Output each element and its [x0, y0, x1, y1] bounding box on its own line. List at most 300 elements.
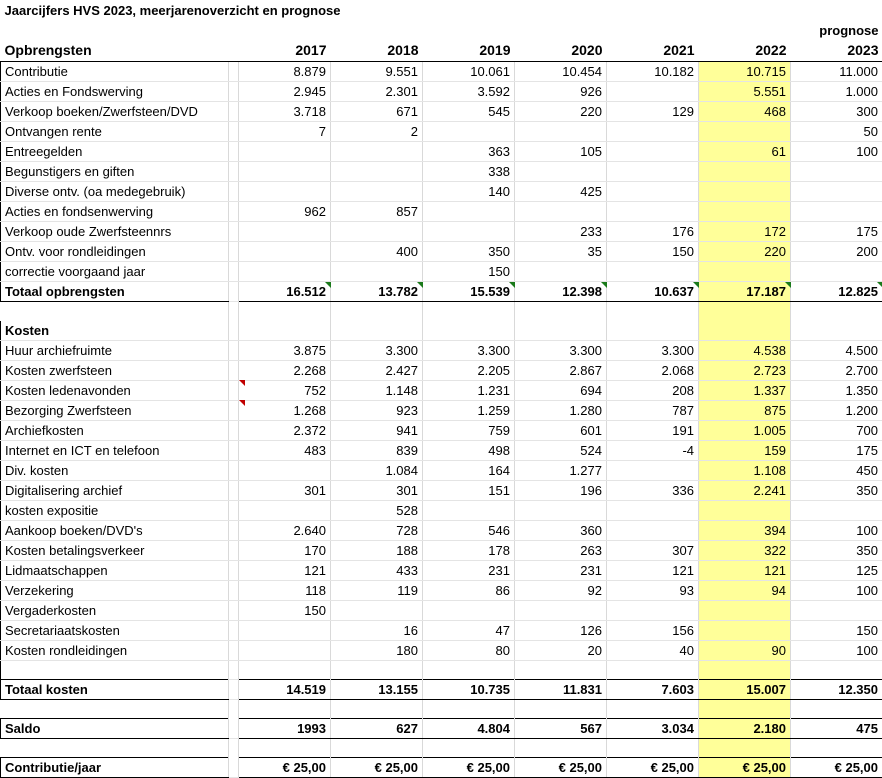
cell-2021[interactable] [607, 202, 699, 222]
cell-2018[interactable] [331, 162, 423, 182]
cell-2017[interactable]: 118 [239, 580, 331, 600]
cell-2020[interactable]: 11.831 [515, 679, 607, 699]
cell-2020[interactable] [515, 162, 607, 182]
cell-2019[interactable]: 80 [423, 640, 515, 660]
cell-2017[interactable] [239, 142, 331, 162]
cell-2021[interactable]: 93 [607, 580, 699, 600]
cell-2023[interactable] [791, 182, 882, 202]
spacer-cell [239, 660, 331, 679]
gap-cell [229, 520, 239, 540]
cell-2018[interactable]: 923 [331, 400, 423, 420]
cell-2019[interactable] [423, 202, 515, 222]
cell-2017[interactable]: 121 [239, 560, 331, 580]
opbrengsten-label[interactable]: Verkoop boeken/Zwerfsteen/DVD [1, 102, 229, 122]
cell-2020[interactable]: 694 [515, 380, 607, 400]
cell-2018[interactable] [331, 142, 423, 162]
cell-2017[interactable] [239, 222, 331, 242]
cell-2020[interactable]: 35 [515, 242, 607, 262]
cell-2023[interactable]: 175 [791, 222, 882, 242]
cell-2023[interactable]: 350 [791, 540, 882, 560]
cell-2023[interactable]: 100 [791, 520, 882, 540]
cell-2020[interactable] [515, 262, 607, 282]
cell-2022[interactable]: 394 [699, 520, 791, 540]
cell-2023[interactable]: 100 [791, 580, 882, 600]
gap-cell [229, 360, 239, 380]
cell-2017[interactable]: 150 [239, 600, 331, 620]
formula-marker-icon [693, 282, 699, 288]
kosten-label[interactable]: Vergaderkosten [1, 600, 229, 620]
cell-2017[interactable]: 2.640 [239, 520, 331, 540]
empty-cell [699, 302, 791, 321]
cell-2017[interactable]: 8.879 [239, 62, 331, 82]
cell-2020[interactable]: 20 [515, 640, 607, 660]
opbrengsten-row [1, 162, 882, 182]
section-cell [791, 321, 882, 341]
cell-2018[interactable]: 13.155 [331, 679, 423, 699]
cell-2021[interactable]: 40 [607, 640, 699, 660]
cell-2019[interactable]: 151 [423, 480, 515, 500]
cell-2018[interactable]: 16 [331, 620, 423, 640]
cell-2017[interactable]: 301 [239, 480, 331, 500]
column-header-2019[interactable]: 2019 [423, 39, 515, 62]
cell-2023[interactable]: 700 [791, 420, 882, 440]
opbrengsten-label[interactable]: Ontvangen rente [1, 122, 229, 142]
cell-2019[interactable]: 2.205 [423, 360, 515, 380]
cell-2022[interactable] [699, 202, 791, 222]
cell-2020[interactable]: 1.280 [515, 400, 607, 420]
cell-2018[interactable]: 119 [331, 580, 423, 600]
cell-2020[interactable]: 3.300 [515, 340, 607, 360]
cell-2019[interactable] [423, 122, 515, 142]
cell-2020[interactable] [515, 600, 607, 620]
column-header-2017[interactable]: 2017 [239, 39, 331, 62]
cell-2021[interactable] [607, 262, 699, 282]
cell-2023[interactable]: 100 [791, 142, 882, 162]
cell-2020[interactable]: 220 [515, 102, 607, 122]
cell-2018[interactable]: 400 [331, 242, 423, 262]
gap-cell [229, 162, 239, 182]
cell-2018[interactable]: 2 [331, 122, 423, 142]
gap-cell [229, 679, 239, 699]
cell-2022[interactable]: 5.551 [699, 82, 791, 102]
cell-2018[interactable]: 839 [331, 440, 423, 460]
cell-2020[interactable] [515, 202, 607, 222]
cell-2018[interactable]: € 25,00 [331, 757, 423, 777]
cell-2021[interactable]: 121 [607, 560, 699, 580]
cell-2017[interactable]: 170 [239, 540, 331, 560]
cell-2023[interactable]: 450 [791, 460, 882, 480]
cell-2020[interactable]: 196 [515, 480, 607, 500]
cell-2018[interactable] [331, 600, 423, 620]
kosten-label[interactable]: Div. kosten [1, 460, 229, 480]
cell-2018[interactable]: 1.148 [331, 380, 423, 400]
cell-2022[interactable]: € 25,00 [699, 757, 791, 777]
cell-2023[interactable] [791, 202, 882, 222]
empty-cell [515, 699, 607, 718]
cell-2019[interactable]: 3.592 [423, 82, 515, 102]
section-cell [331, 321, 423, 341]
cell-2019[interactable]: 4.804 [423, 718, 515, 738]
empty-cell [423, 738, 515, 757]
cell-2021[interactable] [607, 142, 699, 162]
cell-2021[interactable]: 129 [607, 102, 699, 122]
cell-2017[interactable]: 2.945 [239, 82, 331, 102]
cell-2022[interactable]: 2.241 [699, 480, 791, 500]
kosten-row [1, 540, 882, 560]
cell-2022[interactable]: 4.538 [699, 340, 791, 360]
cell-2023[interactable]: 12.350 [791, 679, 882, 699]
totaal-kosten-label[interactable]: Totaal kosten [1, 679, 229, 699]
cell-2022[interactable]: 220 [699, 242, 791, 262]
cell-2022[interactable]: 61 [699, 142, 791, 162]
cell-2020[interactable] [515, 122, 607, 142]
cell-2023[interactable]: 150 [791, 620, 882, 640]
cell-2017[interactable] [239, 262, 331, 282]
cell-2019[interactable]: 1.231 [423, 380, 515, 400]
cell-2022[interactable] [699, 182, 791, 202]
cell-2017[interactable]: 483 [239, 440, 331, 460]
opbrengsten-label[interactable]: Ontv. voor rondleidingen [1, 242, 229, 262]
cell-2023[interactable]: 175 [791, 440, 882, 460]
cell-2022[interactable]: 15.007 [699, 679, 791, 699]
opbrengsten-label[interactable]: Acties en fondsenwerving [1, 202, 229, 222]
cell-2019[interactable]: 350 [423, 242, 515, 262]
cell-2022[interactable]: 159 [699, 440, 791, 460]
kosten-row [1, 460, 882, 480]
cell-2019[interactable]: 140 [423, 182, 515, 202]
opbrengsten-label[interactable]: Acties en Fondswerving [1, 82, 229, 102]
cell-2020[interactable]: 10.454 [515, 62, 607, 82]
empty-cell [607, 699, 699, 718]
cell-2018[interactable]: 180 [331, 640, 423, 660]
empty-cell [607, 738, 699, 757]
cell-2021[interactable]: 3.300 [607, 340, 699, 360]
cell-2022[interactable]: 94 [699, 580, 791, 600]
cell-2018[interactable]: 301 [331, 480, 423, 500]
cell-2020[interactable]: 926 [515, 82, 607, 102]
cell-2021[interactable]: -4 [607, 440, 699, 460]
cell-2020[interactable]: 425 [515, 182, 607, 202]
cell-2020[interactable]: 2.867 [515, 360, 607, 380]
opbrengsten-label[interactable]: Contributie [1, 62, 229, 82]
cell-2023[interactable]: 1.200 [791, 400, 882, 420]
kosten-row [1, 560, 882, 580]
cell-2020[interactable]: 12.398 [515, 282, 607, 302]
cell-2018[interactable]: 2.427 [331, 360, 423, 380]
cell-2017[interactable]: 3.875 [239, 340, 331, 360]
empty-cell [331, 699, 423, 718]
cell-2018[interactable]: 433 [331, 560, 423, 580]
cell-2023[interactable]: 1.350 [791, 380, 882, 400]
cell-2019[interactable]: € 25,00 [423, 757, 515, 777]
cell-2018[interactable]: 627 [331, 718, 423, 738]
kosten-label[interactable]: Kosten zwerfsteen [1, 360, 229, 380]
spacer-cell [699, 660, 791, 679]
kosten-label[interactable]: kosten expositie [1, 500, 229, 520]
cell-2020[interactable]: 567 [515, 718, 607, 738]
cell-2019[interactable]: 47 [423, 620, 515, 640]
cell-2023[interactable] [791, 162, 882, 182]
kosten-label[interactable]: Bezorging Zwerfsteen [1, 400, 229, 420]
cell-2017[interactable]: 1.268 [239, 400, 331, 420]
cell-2017[interactable]: 2.268 [239, 360, 331, 380]
empty-cell [607, 22, 699, 39]
section-cell [515, 321, 607, 341]
cell-2018[interactable]: 9.551 [331, 62, 423, 82]
opbrengsten-label[interactable]: Begunstigers en giften [1, 162, 229, 182]
opbrengsten-row [1, 262, 882, 282]
cell-2022[interactable]: 875 [699, 400, 791, 420]
opbrengsten-row [1, 142, 882, 162]
cell-2018[interactable]: 1.084 [331, 460, 423, 480]
cell-2022[interactable] [699, 162, 791, 182]
cell-2017[interactable]: 7 [239, 122, 331, 142]
cell-2023[interactable]: 350 [791, 480, 882, 500]
cell-2019[interactable]: 150 [423, 262, 515, 282]
cell-2023[interactable]: 12.825 [791, 282, 882, 302]
cell-2022[interactable] [699, 262, 791, 282]
cell-2020[interactable]: 601 [515, 420, 607, 440]
cell-2021[interactable]: 7.603 [607, 679, 699, 699]
cell-2022[interactable]: 2.723 [699, 360, 791, 380]
cell-2017[interactable] [239, 640, 331, 660]
cell-2019[interactable]: 363 [423, 142, 515, 162]
kosten-label[interactable]: Lidmaatschappen [1, 560, 229, 580]
cell-2020[interactable] [515, 500, 607, 520]
cell-2022[interactable]: 1.108 [699, 460, 791, 480]
cell-2021[interactable] [607, 162, 699, 182]
column-header-2021[interactable]: 2021 [607, 39, 699, 62]
kosten-label[interactable]: Verzekering [1, 580, 229, 600]
cell-2022[interactable]: 90 [699, 640, 791, 660]
kosten-row [1, 640, 882, 660]
opbrengsten-label[interactable]: Diverse ontv. (oa medegebruik) [1, 182, 229, 202]
kosten-row [1, 580, 882, 600]
cell-2019[interactable]: 178 [423, 540, 515, 560]
cell-2018[interactable]: 671 [331, 102, 423, 122]
kosten-label[interactable]: Digitalisering archief [1, 480, 229, 500]
gap-cell [229, 420, 239, 440]
cell-2019[interactable]: 1.259 [423, 400, 515, 420]
cell-2019[interactable]: 164 [423, 460, 515, 480]
cell-2023[interactable]: 2.700 [791, 360, 882, 380]
gap-cell [229, 660, 239, 679]
kosten-label[interactable]: Kosten rondleidingen [1, 640, 229, 660]
cell-2021[interactable]: 3.034 [607, 718, 699, 738]
cell-2022[interactable] [699, 600, 791, 620]
cell-2017[interactable]: € 25,00 [239, 757, 331, 777]
cell-2017[interactable]: 752 [239, 380, 331, 400]
cell-2018[interactable]: 2.301 [331, 82, 423, 102]
opbrengsten-label[interactable]: Verkoop oude Zwerfsteennrs [1, 222, 229, 242]
cell-2021[interactable]: € 25,00 [607, 757, 699, 777]
cell-2017[interactable]: 14.519 [239, 679, 331, 699]
cell-2022[interactable] [699, 500, 791, 520]
cell-2019[interactable]: 3.300 [423, 340, 515, 360]
cell-2019[interactable] [423, 500, 515, 520]
opbrengsten-row [1, 182, 882, 202]
cell-2022[interactable]: 121 [699, 560, 791, 580]
cell-2021[interactable]: 176 [607, 222, 699, 242]
column-header-2020[interactable]: 2020 [515, 39, 607, 62]
cell-2021[interactable] [607, 600, 699, 620]
cell-2021[interactable]: 787 [607, 400, 699, 420]
cell-2021[interactable]: 150 [607, 242, 699, 262]
cell-2021[interactable] [607, 182, 699, 202]
cell-2018[interactable]: 857 [331, 202, 423, 222]
cell-2018[interactable] [331, 222, 423, 242]
cell-2022[interactable]: 1.337 [699, 380, 791, 400]
cell-2017[interactable] [239, 182, 331, 202]
cell-2020[interactable]: 263 [515, 540, 607, 560]
cell-2021[interactable]: 336 [607, 480, 699, 500]
cell-2022[interactable]: 468 [699, 102, 791, 122]
kosten-label[interactable]: Secretariaatskosten [1, 620, 229, 640]
cell-2021[interactable] [607, 122, 699, 142]
cell-2017[interactable] [239, 162, 331, 182]
kosten-section-label: Kosten [1, 321, 229, 341]
empty-cell [791, 738, 882, 757]
cell-2019[interactable]: 86 [423, 580, 515, 600]
cell-2017[interactable]: 16.512 [239, 282, 331, 302]
opbrengsten-label[interactable]: correctie voorgaand jaar [1, 262, 229, 282]
kosten-label[interactable]: Archiefkosten [1, 420, 229, 440]
cell-2019[interactable]: 338 [423, 162, 515, 182]
section-cell [239, 321, 331, 341]
cell-2023[interactable]: 100 [791, 640, 882, 660]
cell-2019[interactable]: 545 [423, 102, 515, 122]
comment-marker-icon [239, 380, 245, 386]
cell-2019[interactable]: 498 [423, 440, 515, 460]
empty-cell [423, 302, 515, 321]
cell-2017[interactable]: 3.718 [239, 102, 331, 122]
empty-cell [791, 699, 882, 718]
cell-2021[interactable]: 307 [607, 540, 699, 560]
cell-2023[interactable]: € 25,00 [791, 757, 882, 777]
cell-2023[interactable]: 1.000 [791, 82, 882, 102]
cell-2023[interactable] [791, 500, 882, 520]
cell-2023[interactable] [791, 600, 882, 620]
cell-2017[interactable]: 962 [239, 202, 331, 222]
cell-2021[interactable]: 208 [607, 380, 699, 400]
cell-2018[interactable]: 13.782 [331, 282, 423, 302]
cell-2018[interactable] [331, 182, 423, 202]
spacer-cell [331, 660, 423, 679]
cell-2023[interactable]: 125 [791, 560, 882, 580]
kosten-label[interactable]: Huur archiefruimte [1, 340, 229, 360]
cell-2021[interactable]: 2.068 [607, 360, 699, 380]
cell-2021[interactable] [607, 520, 699, 540]
cell-2020[interactable]: 126 [515, 620, 607, 640]
cell-2023[interactable]: 50 [791, 122, 882, 142]
cell-2020[interactable]: 360 [515, 520, 607, 540]
cell-2018[interactable] [331, 262, 423, 282]
cell-2021[interactable]: 10.182 [607, 62, 699, 82]
cell-2020[interactable]: 1.277 [515, 460, 607, 480]
cell-2020[interactable]: 231 [515, 560, 607, 580]
cell-2022[interactable]: 17.187 [699, 282, 791, 302]
kosten-label[interactable]: Kosten ledenavonden [1, 380, 229, 400]
cell-2023[interactable]: 4.500 [791, 340, 882, 360]
cell-2017[interactable]: 2.372 [239, 420, 331, 440]
cell-2021[interactable] [607, 500, 699, 520]
cell-2017[interactable] [239, 242, 331, 262]
cell-2022[interactable]: 1.005 [699, 420, 791, 440]
cell-2023[interactable]: 200 [791, 242, 882, 262]
gap-cell [229, 222, 239, 242]
cell-2022[interactable] [699, 122, 791, 142]
cell-2019[interactable]: 231 [423, 560, 515, 580]
cell-2018[interactable]: 3.300 [331, 340, 423, 360]
totaal-opbrengsten-label[interactable]: Totaal opbrengsten [1, 282, 229, 302]
cell-2019[interactable]: 546 [423, 520, 515, 540]
contributie-label[interactable]: Contributie/jaar [1, 757, 229, 777]
column-header-2022[interactable]: 2022 [699, 39, 791, 62]
cell-2019[interactable]: 10.061 [423, 62, 515, 82]
empty-cell [229, 302, 239, 321]
column-header-2023[interactable]: 2023 [791, 39, 882, 62]
kosten-label[interactable]: Internet en ICT en telefoon [1, 440, 229, 460]
cell-2017[interactable]: 1993 [239, 718, 331, 738]
cell-2022[interactable]: 10.715 [699, 62, 791, 82]
cell-2022[interactable]: 322 [699, 540, 791, 560]
cell-2021[interactable] [607, 460, 699, 480]
table-body [1, 0, 882, 777]
cell-2021[interactable] [607, 82, 699, 102]
cell-2018[interactable]: 188 [331, 540, 423, 560]
cell-2021[interactable]: 10.637 [607, 282, 699, 302]
empty-cell [229, 738, 239, 757]
cell-2021[interactable]: 156 [607, 620, 699, 640]
cell-2022[interactable] [699, 620, 791, 640]
cell-2023[interactable]: 300 [791, 102, 882, 122]
formula-marker-icon [877, 282, 882, 288]
cell-2020[interactable]: 233 [515, 222, 607, 242]
cell-2017[interactable] [239, 460, 331, 480]
cell-2020[interactable]: 105 [515, 142, 607, 162]
cell-2017[interactable] [239, 500, 331, 520]
section-cell [699, 321, 791, 341]
cell-2020[interactable]: 92 [515, 580, 607, 600]
cell-2017[interactable] [239, 620, 331, 640]
cell-2018[interactable]: 941 [331, 420, 423, 440]
kosten-label[interactable]: Aankoop boeken/DVD's [1, 520, 229, 540]
cell-2023[interactable]: 11.000 [791, 62, 882, 82]
column-header-2018[interactable]: 2018 [331, 39, 423, 62]
cell-2023[interactable] [791, 262, 882, 282]
opbrengsten-label[interactable]: Entreegelden [1, 142, 229, 162]
cell-2022[interactable]: 2.180 [699, 718, 791, 738]
cell-2022[interactable]: 172 [699, 222, 791, 242]
cell-2019[interactable] [423, 222, 515, 242]
section-cell [607, 321, 699, 341]
gap-cell [229, 102, 239, 122]
column-header-row [1, 39, 882, 62]
cell-2020[interactable]: 524 [515, 440, 607, 460]
cell-2019[interactable]: 15.539 [423, 282, 515, 302]
cell-2019[interactable]: 10.735 [423, 679, 515, 699]
kosten-label[interactable]: Kosten betalingsverkeer [1, 540, 229, 560]
cell-2020[interactable]: € 25,00 [515, 757, 607, 777]
cell-2019[interactable]: 759 [423, 420, 515, 440]
cell-2021[interactable]: 191 [607, 420, 699, 440]
cell-2018[interactable]: 728 [331, 520, 423, 540]
kosten-row [1, 600, 882, 620]
saldo-label[interactable]: Saldo [1, 718, 229, 738]
cell-2019[interactable] [423, 600, 515, 620]
cell-2018[interactable]: 528 [331, 500, 423, 520]
cell-2023[interactable]: 475 [791, 718, 882, 738]
